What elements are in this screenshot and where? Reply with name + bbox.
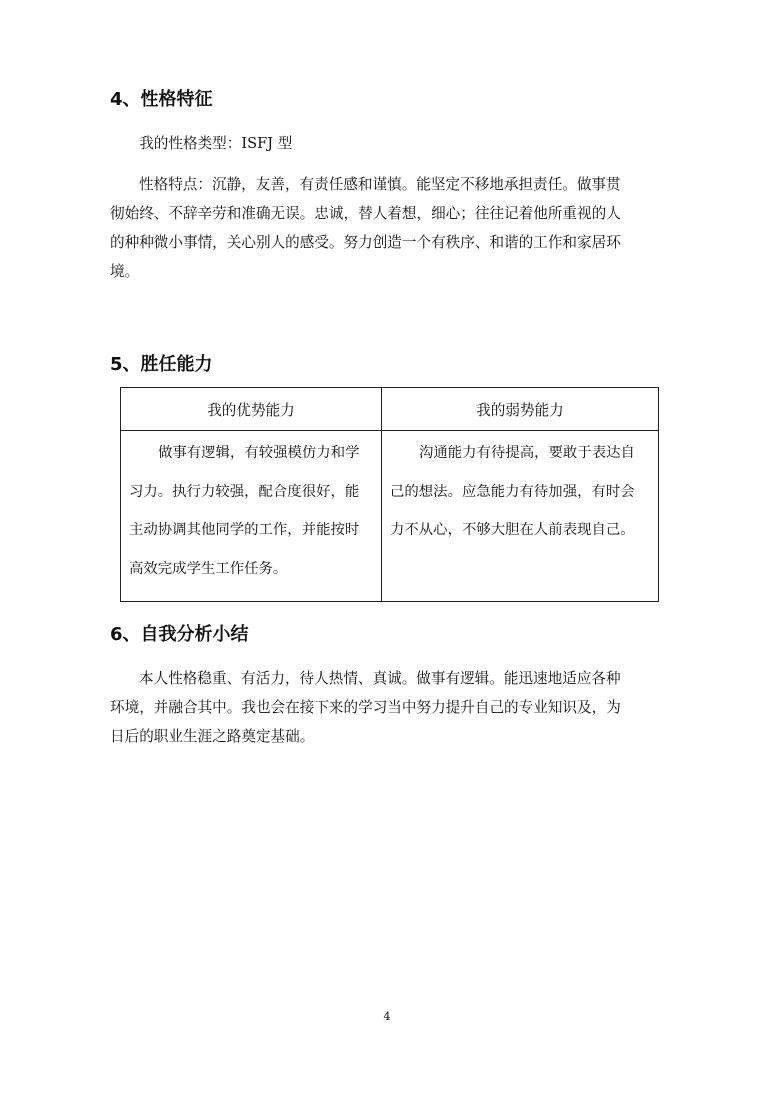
weaknesses-line: 沟通能力有待提高，要敢于表达自 [419,445,635,461]
section-4-heading: 4、性格特征 [110,89,213,110]
weaknesses-cell [382,431,659,602]
weaknesses-header: 我的弱势能力 [382,388,659,431]
personality-traits-paragraph [110,170,666,286]
summary-line: 日后的职业生涯之路奠定基础。 [110,728,315,745]
strengths-header: 我的优势能力 [121,388,382,431]
self-analysis-summary-paragraph [110,664,666,751]
personality-type-line: 我的性格类型：ISFJ 型 [139,135,293,152]
weaknesses-line: 己的想法。应急能力有待加强，有时会 [390,483,635,500]
table-row [121,431,659,602]
traits-line: 性格特点：沉静，友善，有责任感和谨慎。能坚定不移地承担责任。做事贯 [139,176,621,193]
weaknesses-text [382,431,658,550]
traits-line: 境。 [110,263,140,280]
section-6-heading: 6、自我分析小结 [110,624,249,645]
page-number: 4 [383,1010,391,1023]
strengths-line: 主动协调其他同学的工作，并能按时 [129,522,360,538]
table-header-row [121,388,659,431]
strengths-line: 习力。执行力较强，配合度很好，能 [129,483,360,500]
section-5-heading: 5、胜任能力 [110,354,213,375]
traits-line: 的种种微小事情，关心别人的感受。努力创造一个有秩序、和谐的工作和家居环 [110,234,621,251]
strengths-cell [121,431,382,602]
strengths-line: 做事有逻辑，有较强模仿力和学 [158,445,360,461]
summary-line: 本人性格稳重、有活力，待人热情、真诚。做事有逻辑。能迅速地适应各种 [139,670,621,687]
weaknesses-line: 力不从心，不够大胆在人前表现自己。 [390,522,635,538]
summary-line: 环境，并融合其中。我也会在接下来的学习当中努力提升自己的专业知识及，为 [110,699,621,716]
strengths-line: 高效完成学生工作任务。 [129,560,288,577]
competency-table [120,387,659,602]
traits-line: 彻始终、不辞辛劳和准确无误。忠诚，替人着想，细心；往往记着他所重视的人 [110,205,621,222]
strengths-text [121,431,381,588]
